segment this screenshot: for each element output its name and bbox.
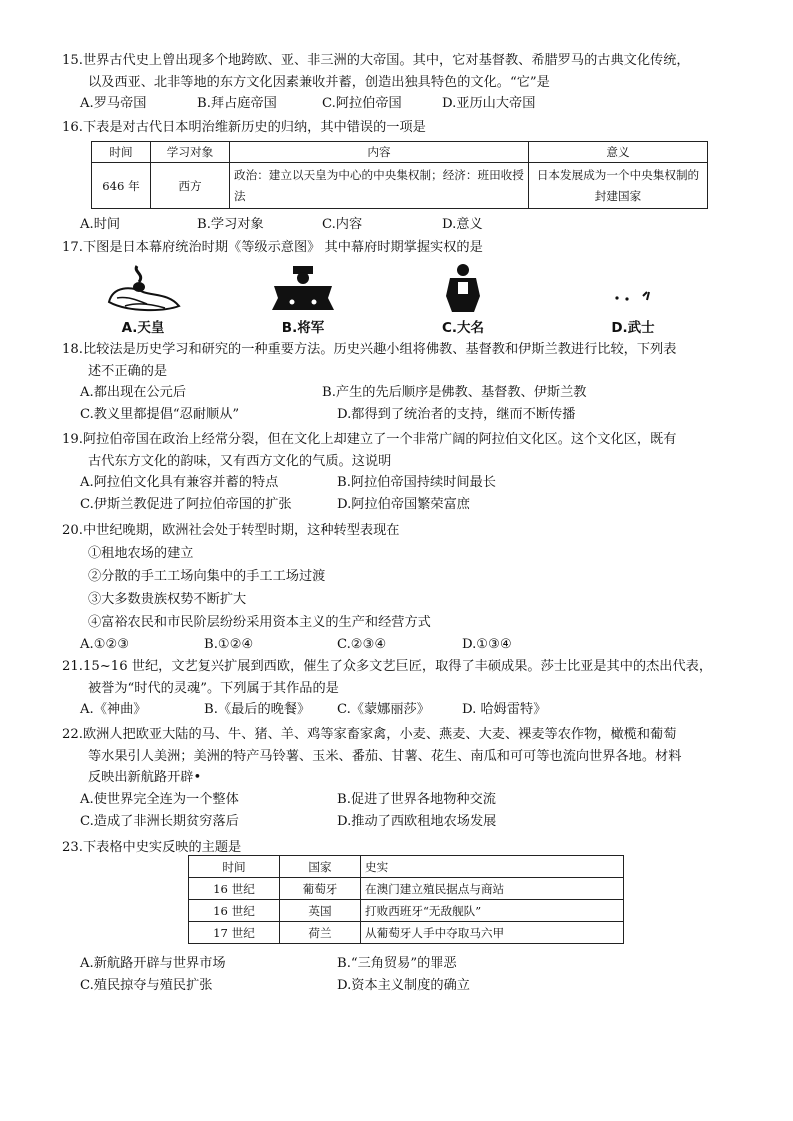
q23-header-country: 国家 bbox=[280, 856, 361, 878]
shogun-icon bbox=[268, 262, 338, 314]
q20-options bbox=[62, 634, 742, 656]
q22-option-d[interactable]: D.推动了西欧租地农场发展 bbox=[337, 813, 497, 829]
q16-option-c[interactable]: C.内容 bbox=[322, 217, 363, 232]
q16-table bbox=[91, 141, 708, 209]
q20-option-a[interactable]: A.①②③ bbox=[80, 636, 130, 652]
q19-stem-line2: 古代东方文化的韵味，又有西方文化的气质。这说明 bbox=[88, 453, 392, 469]
q22-stem-line3: 反映出新航路开辟• bbox=[88, 770, 202, 785]
caption-b: B.将军 bbox=[281, 320, 325, 336]
q23-row1-fact: 在澳门建立殖民据点与商站 bbox=[361, 878, 624, 900]
q23-option-a[interactable]: A.新航路开辟与世界市场 bbox=[80, 956, 226, 971]
question-15 bbox=[62, 50, 742, 115]
table-row bbox=[189, 900, 624, 922]
q20-option-b[interactable]: B.①②④ bbox=[204, 636, 254, 652]
q18-options-row1 bbox=[62, 382, 742, 404]
caption-d: D.武士 bbox=[611, 320, 655, 336]
q23-options-row1 bbox=[62, 953, 742, 975]
q23-option-d[interactable]: D.资本主义制度的确立 bbox=[337, 978, 470, 993]
q23-option-c[interactable]: C.殖民掠夺与殖民扩张 bbox=[80, 978, 213, 993]
q18-option-d[interactable]: D.都得到了统治者的支持，继而不断传播 bbox=[337, 407, 576, 422]
q17-figures bbox=[88, 262, 688, 336]
q22-option-b[interactable]: B.促进了世界各地物种交流 bbox=[337, 791, 496, 807]
q19-option-c[interactable]: C.伊斯兰教促进了阿拉伯帝国的扩张 bbox=[80, 497, 292, 512]
q20-item-1: ①租地农场的建立 bbox=[88, 545, 194, 561]
q22-stem-line1: 22.欧洲人把欧亚大陆的马、牛、猪、羊、鸡等家畜家禽，小麦、燕麦、大麦、裸麦等农作物，橄榄和葡萄 bbox=[62, 727, 677, 742]
q16-stem: 16.下表是对古代日本明治维新历史的归纳，其中错误的一项是 bbox=[62, 120, 426, 135]
question-19 bbox=[62, 429, 742, 516]
q16-cell-meaning: 日本发展成为一个中央集权制的封建国家 bbox=[529, 163, 708, 209]
q16-option-a[interactable]: A.时间 bbox=[80, 217, 121, 232]
q22-stem-line2: 等水果引人美洲；美洲的特产马铃薯、玉米、番茄、甘薯、花生、南瓜和可可等也流向世界各地。材料 bbox=[88, 748, 682, 764]
samurai-icon bbox=[603, 262, 663, 314]
caption-c: C.大名 bbox=[441, 320, 485, 336]
shogun-figure[interactable] bbox=[248, 262, 358, 336]
daimyo-icon bbox=[438, 262, 488, 314]
q23-row3-time: 17 世纪 bbox=[189, 922, 280, 944]
emperor-figure[interactable] bbox=[88, 262, 198, 336]
q19-stem-line1: 19.阿拉伯帝国在政治上经常分裂，但在文化上却建立了一个非常广阔的阿拉伯文化区。这个文化区，既有 bbox=[62, 432, 677, 447]
question-18 bbox=[62, 339, 742, 426]
emperor-icon bbox=[103, 262, 183, 314]
q23-options-row2 bbox=[62, 975, 742, 997]
question-17 bbox=[62, 237, 742, 259]
q16-cell-object: 西方 bbox=[151, 163, 230, 209]
q15-option-c[interactable]: C.阿拉伯帝国 bbox=[322, 96, 402, 111]
q21-option-a[interactable]: A.《神曲》 bbox=[80, 702, 147, 717]
q23-header-time: 时间 bbox=[189, 856, 280, 878]
q15-option-d[interactable]: D.亚历山大帝国 bbox=[442, 96, 536, 111]
caption-a: A.天皇 bbox=[121, 320, 165, 336]
daimyo-figure[interactable] bbox=[408, 262, 518, 336]
q19-options-row2 bbox=[62, 494, 742, 516]
q23-row3-country: 荷兰 bbox=[280, 922, 361, 944]
q23-header-fact: 史实 bbox=[361, 856, 624, 878]
q19-option-d[interactable]: D.阿拉伯帝国繁荣富庶 bbox=[337, 497, 470, 512]
q23-row2-fact: 打败西班牙“无敌舰队” bbox=[361, 900, 624, 922]
q18-stem-line1: 18.比较法是历史学习和研究的一种重要方法。历史兴趣小组将佛教、基督教和伊斯兰教进行比较，下列表 bbox=[62, 342, 677, 357]
question-22 bbox=[62, 724, 742, 833]
q20-item-3: ③大多数贵族权势不断扩大 bbox=[88, 591, 247, 607]
q20-item-4: ④富裕农民和市民阶层纷纷采用资本主义的生产和经营方式 bbox=[88, 614, 431, 630]
q23-row2-time: 16 世纪 bbox=[189, 900, 280, 922]
q21-stem-line2: 被誉为“时代的灵魂”。下列属于其作品的是 bbox=[88, 680, 339, 696]
q15-stem-line2: 以及西亚、北非等地的东方文化因素兼收并蓄，创造出独具特色的文化。“它”是 bbox=[88, 74, 550, 90]
q15-stem-line1: 15.世界古代史上曾出现多个地跨欧、亚、非三洲的大帝国。其中，它对基督教、希腊罗马的古典文化传统， bbox=[62, 53, 690, 68]
q16-header-content: 内容 bbox=[230, 142, 529, 163]
q17-stem: 17.下图是日本幕府统治时期《等级示意图》 其中幕府时期掌握实权的是 bbox=[62, 240, 483, 255]
q20-option-d[interactable]: D.①③④ bbox=[462, 636, 512, 652]
q23-stem: 23.下表格中史实反映的主题是 bbox=[62, 840, 242, 855]
q16-option-d[interactable]: D.意义 bbox=[442, 217, 483, 232]
question-16 bbox=[62, 117, 742, 139]
q18-options-row2 bbox=[62, 404, 742, 426]
q23-options-wrap bbox=[62, 953, 742, 997]
q21-option-c[interactable]: C.《蒙娜丽莎》 bbox=[337, 702, 430, 717]
question-21 bbox=[62, 656, 742, 721]
q21-stem-line1: 21.15~16 世纪，文艺复兴扩展到西欧，催生了众多文艺巨匠，取得了丰硕成果。莎士比亚是其中的杰出代表， bbox=[62, 659, 713, 674]
q20-option-c[interactable]: C.②③④ bbox=[337, 636, 387, 652]
q23-table bbox=[188, 855, 624, 944]
q16-option-b[interactable]: B.学习对象 bbox=[197, 217, 264, 232]
table-row bbox=[189, 878, 624, 900]
q18-option-b[interactable]: B.产生的先后顺序是佛教、基督教、伊斯兰教 bbox=[322, 385, 587, 400]
q16-options-wrap bbox=[62, 214, 742, 236]
q16-header-meaning: 意义 bbox=[529, 142, 708, 163]
q22-option-a[interactable]: A.使世界完全连为一个整体 bbox=[80, 791, 239, 807]
q16-header-object: 学习对象 bbox=[151, 142, 230, 163]
q23-row1-country: 葡萄牙 bbox=[280, 878, 361, 900]
q22-options-row1 bbox=[62, 789, 742, 811]
q16-options bbox=[62, 214, 742, 236]
q20-stem: 20.中世纪晚期，欧洲社会处于转型时期，这种转型表现在 bbox=[62, 523, 400, 538]
q23-row3-fact: 从葡萄牙人手中夺取马六甲 bbox=[361, 922, 624, 944]
q19-option-a[interactable]: A.阿拉伯文化具有兼容并蓄的特点 bbox=[80, 475, 279, 490]
q22-option-c[interactable]: C.造成了非洲长期贫穷落后 bbox=[80, 813, 239, 829]
q20-item-2: ②分散的手工工场向集中的手工工场过渡 bbox=[88, 568, 326, 584]
q21-option-b[interactable]: B.《最后的晚餐》 bbox=[204, 702, 311, 717]
q23-row1-time: 16 世纪 bbox=[189, 878, 280, 900]
q15-option-a[interactable]: A.罗马帝国 bbox=[80, 96, 147, 111]
q19-options-row1 bbox=[62, 472, 742, 494]
question-20 bbox=[62, 520, 742, 656]
q15-options bbox=[62, 93, 742, 115]
q18-option-a[interactable]: A.都出现在公元后 bbox=[80, 385, 187, 400]
q23-option-b[interactable]: B.“三角贸易”的罪恶 bbox=[337, 956, 457, 971]
q21-options bbox=[62, 699, 742, 721]
q18-stem-line2: 述不正确的是 bbox=[88, 363, 168, 379]
samurai-figure[interactable] bbox=[578, 262, 688, 336]
q23-row2-country: 英国 bbox=[280, 900, 361, 922]
table-row bbox=[189, 922, 624, 944]
q19-option-b[interactable]: B.阿拉伯帝国持续时间最长 bbox=[337, 475, 496, 490]
q15-option-b[interactable]: B.拜占庭帝国 bbox=[197, 96, 277, 111]
q18-option-c[interactable]: C.教义里都提倡“忍耐顺从” bbox=[80, 407, 240, 422]
q16-header-time: 时间 bbox=[92, 142, 151, 163]
q21-option-d[interactable]: D. 哈姆雷特》 bbox=[462, 702, 547, 717]
q16-cell-time: 646 年 bbox=[92, 163, 151, 209]
q22-options-row2 bbox=[62, 811, 742, 833]
q16-cell-content: 政治：建立以天皇为中心的中央集权制；经济：班田收授法 bbox=[230, 163, 529, 209]
